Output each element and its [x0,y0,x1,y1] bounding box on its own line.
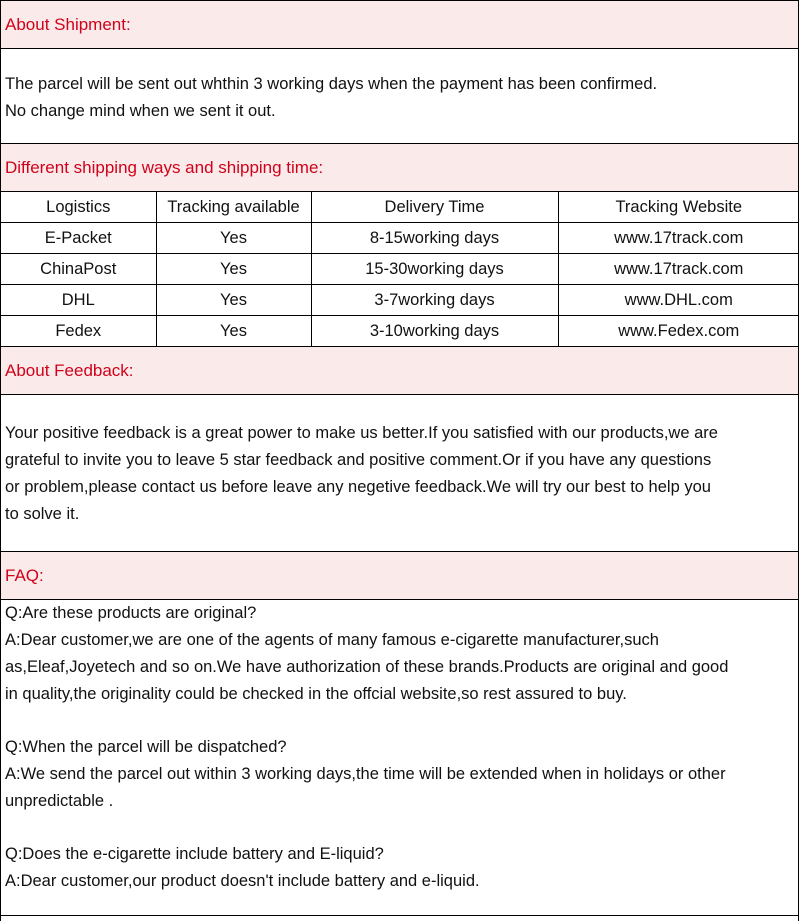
column-header: Tracking available [156,192,311,223]
table-row [1,316,799,347]
table-cell: Fedex [1,316,156,347]
table-cell: 3-7working days [311,285,558,316]
faq-question: Q:Are these products are original? [5,604,257,622]
feedback-title: About Feedback: [5,360,134,380]
table-header-row [1,192,799,223]
faq-text [1,600,798,916]
table-cell: www.Fedex.com [558,316,799,347]
shipping-title: Different shipping ways and shipping time: [5,157,324,177]
faq-question: Q:When the parcel will be dispatched? [5,738,287,756]
column-header: Logistics [1,192,156,223]
feedback-line: or problem,please contact us before leave any negetive feedback.We will try our best to help you [5,478,711,496]
column-header: Delivery Time [311,192,558,223]
faq-answer-line: A:Dear customer,our product doesn't include battery and e-liquid. [5,872,480,890]
table-row [1,285,799,316]
feedback-line: Your positive feedback is a great power to make us better.If you satisfied with our products,we are [5,424,718,442]
table-cell: www.17track.com [558,223,799,254]
table-cell: E-Packet [1,223,156,254]
shipment-line: No change mind when we sent it out. [5,102,276,120]
table-cell: 8-15working days [311,223,558,254]
shipment-text [1,49,798,144]
shipment-header [1,1,798,49]
table-cell: Yes [156,316,311,347]
shipment-title: About Shipment: [5,14,131,34]
feedback-line: to solve it. [5,505,80,523]
feedback-line: grateful to invite you to leave 5 star feedback and positive comment.Or if you have any questions [5,451,712,469]
shipment-line: The parcel will be sent out whthin 3 working days when the payment has been confirmed. [5,75,658,93]
faq-question: Q:Does the e-cigarette include battery and E-liquid? [5,845,384,863]
table-row [1,254,799,285]
feedback-text [1,395,798,552]
table-cell: ChinaPost [1,254,156,285]
table-cell: Yes [156,254,311,285]
table-row [1,223,799,254]
feedback-header [1,347,798,395]
table-cell: www.17track.com [558,254,799,285]
table-cell: Yes [156,223,311,254]
table-cell: Yes [156,285,311,316]
table-cell: DHL [1,285,156,316]
faq-answer-line: as,Eleaf,Joyetech and so on.We have authorization of these brands.Products are original and good [5,658,729,676]
faq-title: FAQ: [5,565,44,585]
faq-header [1,552,798,600]
faq-answer-line: unpredictable . [5,792,114,810]
shipping-table [1,192,799,347]
column-header: Tracking Website [558,192,799,223]
faq-answer-line: A:Dear customer,we are one of the agents of many famous e-cigarette manufacturer,such [5,631,659,649]
table-cell: www.DHL.com [558,285,799,316]
faq-answer-line: A:We send the parcel out within 3 working days,the time will be extended when in holidays or other [5,765,726,783]
table-cell: 3-10working days [311,316,558,347]
faq-answer-line: in quality,the originality could be checked in the offcial website,so rest assured to buy. [5,685,627,703]
table-cell: 15-30working days [311,254,558,285]
shipping-header [1,144,798,192]
